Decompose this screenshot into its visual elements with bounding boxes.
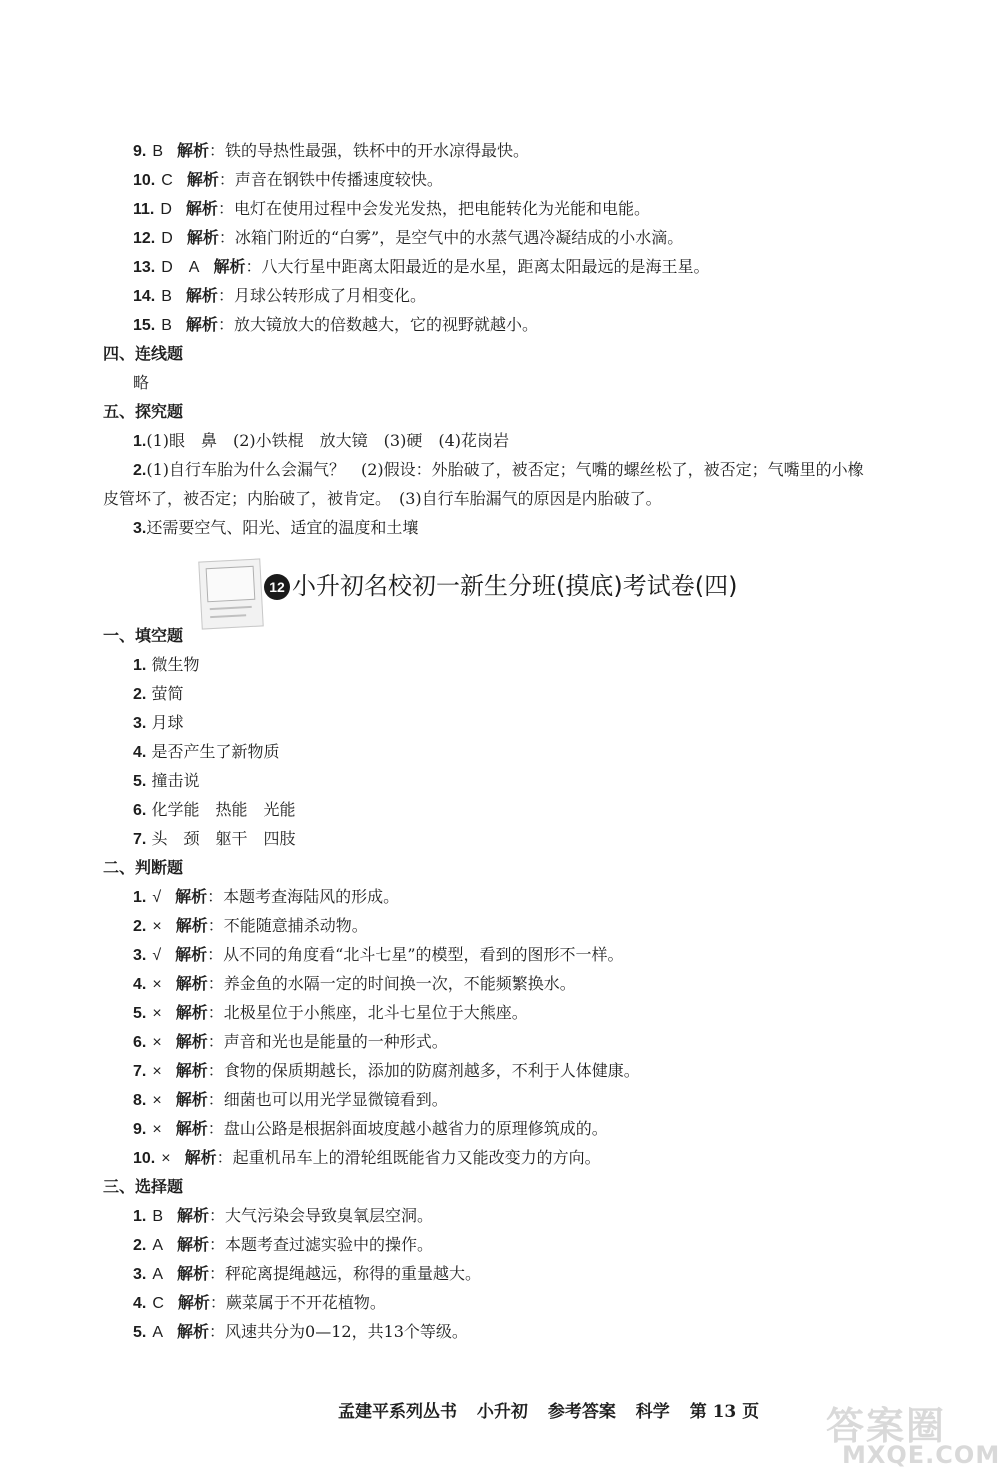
answer-line: 7. × 解析：食物的保质期越长，添加的防腐剂越多，不利于人体健康。 — [133, 1061, 640, 1080]
section-heading: 五、探究题 — [103, 402, 184, 421]
footer-subject: 科学 — [635, 1402, 670, 1422]
answer-line: 15. B 解析：放大镜放大的倍数越大，它的视野就越小。 — [133, 315, 538, 334]
answer-line: 4. 是否产生了新物质 — [133, 742, 280, 761]
answer-line: 10. × 解析：起重机吊车上的滑轮组既能省力又能改变力的方向。 — [133, 1148, 601, 1167]
answer-line: 5. × 解析：北极星位于小熊座，北斗七星位于大熊座。 — [133, 1003, 528, 1022]
answer-line: 2.(1)自行车胎为什么会漏气？ (2)假设：外胎破了，被否定；气嘴的螺丝松了，被否定；气嘴里的小橡 — [133, 460, 864, 479]
homework-stamp-icon — [198, 558, 263, 629]
footer-series: 孟建平系列丛书 — [338, 1402, 457, 1422]
page-footer — [338, 1400, 773, 1424]
section-heading: 三、选择题 — [103, 1177, 184, 1196]
section-heading: 二、判断题 — [103, 858, 184, 877]
answer-line: 7. 头 颈 躯干 四肢 — [133, 829, 296, 848]
section-content: 略 — [133, 373, 150, 392]
answer-line: 10. C 解析：声音在钢铁中传播速度较快。 — [133, 170, 443, 189]
exam-title — [200, 560, 760, 630]
answer-line: 5. A 解析：风速共分为0—12，共13个等级。 — [133, 1322, 468, 1341]
exam-number-badge: 12 — [264, 574, 290, 600]
answer-line: 1. B 解析：大气污染会导致臭氧层空洞。 — [133, 1206, 434, 1225]
answer-line: 5. 撞击说 — [133, 771, 200, 790]
answer-line: 6. × 解析：声音和光也是能量的一种形式。 — [133, 1032, 448, 1051]
answer-line: 9. B 解析：铁的导热性最强，铁杯中的开水凉得最快。 — [133, 141, 530, 160]
answer-line: 1.(1)眼 鼻 (2)小铁棍 放大镜 (3)硬 (4)花岗岩 — [133, 431, 510, 450]
answer-line: 1. √ 解析：本题考查海陆风的形成。 — [133, 887, 400, 906]
section-heading: 四、连线题 — [103, 344, 184, 363]
answer-line: 4. × 解析：养金鱼的水隔一定的时间换一次，不能频繁换水。 — [133, 974, 576, 993]
answer-line: 9. × 解析：盘山公路是根据斜面坡度越小越省力的原理修筑成的。 — [133, 1119, 608, 1138]
answer-line: 6. 化学能 热能 光能 — [133, 800, 296, 819]
answer-line: 11. D 解析：电灯在使用过程中会发光发热，把电能转化为光能和电能。 — [133, 199, 650, 218]
answer-line: 13. D A 解析：八大行星中距离太阳最近的是水星，距离太阳最远的是海王星。 — [133, 257, 710, 276]
answer-line: 2. 萤简 — [133, 684, 184, 703]
exam-title-text: 小升初名校初一新生分班(摸底)考试卷(四) — [292, 572, 738, 600]
answer-line: 4. C 解析：蕨菜属于不开花植物。 — [133, 1293, 386, 1312]
answer-line: 2. A 解析：本题考查过滤实验中的操作。 — [133, 1235, 434, 1254]
answer-line: 2. × 解析：不能随意捕杀动物。 — [133, 916, 368, 935]
answer-line: 3. 月球 — [133, 713, 184, 732]
footer-grade: 小升初 — [476, 1402, 528, 1422]
answer-line: 14. B 解析：月球公转形成了月相变化。 — [133, 286, 426, 305]
section-heading: 一、填空题 — [103, 626, 184, 645]
answer-line: 3. A 解析：秤砣离提绳越远，称得的重量越大。 — [133, 1264, 482, 1283]
answer-line: 8. × 解析：细菌也可以用光学显微镜看到。 — [133, 1090, 448, 1109]
answer-line: 1. 微生物 — [133, 655, 200, 674]
footer-kind: 参考答案 — [547, 1402, 616, 1422]
answer-line: 3. √ 解析：从不同的角度看“北斗七星”的模型，看到的图形不一样。 — [133, 945, 624, 964]
answer-line-continued: 皮管坏了，被否定；内胎破了，被肯定。 (3)自行车胎漏气的原因是内胎破了。 — [103, 489, 662, 508]
watermark-logo: 答案圈 MXQE.COM — [826, 1404, 1000, 1469]
answer-line: 3.还需要空气、阳光、适宜的温度和土壤 — [133, 518, 419, 537]
footer-page-number: 第 13 页 — [689, 1402, 760, 1422]
answer-line: 12. D 解析：冰箱门附近的“白雾”，是空气中的水蒸气遇冷凝结成的小水滴。 — [133, 228, 684, 247]
